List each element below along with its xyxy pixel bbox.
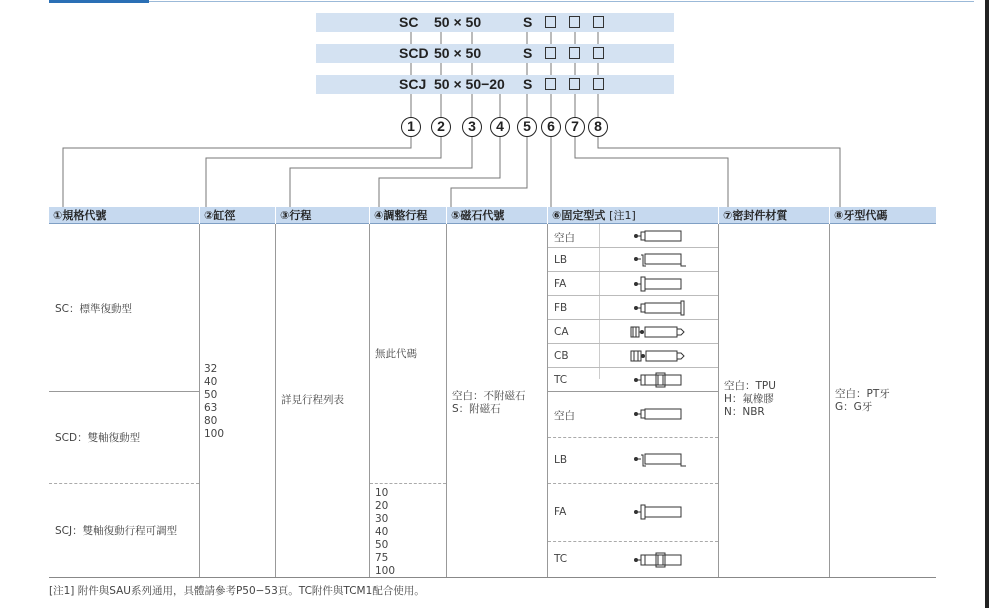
mount-label: 空白 [554,410,575,422]
cylinder-cb-icon [630,348,690,364]
circle-number-6: 6 [541,117,561,137]
footnote: [注1] 附件與SAU系列通用，具體請參考P50−53頁。TC附件與TCM1配合使用。 [49,585,425,597]
mount-label: LB [554,454,568,466]
mount-label: FA [554,278,567,290]
cylinder-lb-icon [632,252,688,268]
mount-label: 空白 [554,232,575,244]
row-divider [548,271,718,272]
header-thread: ⑧牙型代碼 [830,207,936,224]
mount-label: FA [554,506,567,518]
header-spec: ①規格代號 [49,207,199,224]
adjust-none: 無此代碼 [375,348,417,360]
code-size: 50 × 50 [434,14,482,30]
magnet-text: 空白：不附磁石 S：附磁石 [452,390,526,415]
code-size: 50 × 50 [434,45,482,61]
col-divider [829,224,830,577]
seal-text: 空白：TPU H：氟橡膠 N：NBR [724,380,776,418]
row-divider [548,247,718,248]
row-divider [548,367,718,368]
header-stroke: ③行程 [276,207,369,224]
col-divider [446,224,447,577]
cylinder-basic-icon [632,407,688,421]
row-divider [548,437,718,438]
mount-label: CA [554,326,569,338]
mount-label: TC [554,374,568,386]
mount-label: CB [554,350,569,362]
circle-number-7: 7 [565,117,585,137]
cylinder-tc-icon [632,372,688,388]
stroke-text: 詳見行程列表 [281,394,344,406]
code-prefix: SCD [399,45,429,61]
mount-label: FB [554,302,568,314]
thread-text: 空白：PT牙 G：G牙 [835,388,890,413]
code-prefix: SCJ [399,76,427,92]
row-divider [548,483,718,484]
circle-number-2: 2 [431,117,451,137]
cylinder-fa-icon [632,276,688,292]
row-divider [548,319,718,320]
row-divider [370,483,446,484]
cylinder-fa-icon [632,504,688,520]
header-magnet: ⑤磁石代號 [447,207,547,224]
col-divider [547,224,548,577]
code-prefix: SC [399,14,419,30]
cylinder-ca-icon [630,324,690,340]
code-magnet: S [523,14,533,30]
header-bore: ②缸徑 [200,207,275,224]
cylinder-tc-icon [632,552,688,568]
circle-number-8: 8 [588,117,608,137]
code-magnet: S [523,45,533,61]
header-seal: ⑦密封件材質 [719,207,829,224]
row-divider [49,483,199,484]
col-divider [369,224,370,577]
header-mount: ⑥固定型式 [注1] [548,207,718,224]
row-divider [49,391,199,392]
mount-label: TC [554,553,568,565]
bore-values: 32 40 50 63 80 100 [204,363,225,440]
row-divider [548,295,718,296]
mount-label: LB [554,254,568,266]
circle-number-5: 5 [517,117,537,137]
cylinder-basic-icon [632,229,688,243]
spec-sc: SC：標準復動型 [55,303,132,315]
row-divider [548,541,718,542]
adjust-values: 10 20 30 40 50 75 100 [375,487,396,577]
header-adjust: ④調整行程 [370,207,446,224]
circle-number-1: 1 [401,117,421,137]
col-divider [275,224,276,577]
spec-scj: SCJ：雙軸復動行程可調型 [55,525,178,537]
circle-number-3: 3 [462,117,482,137]
spec-scd: SCD：雙軸復動型 [55,432,141,444]
cylinder-lb-icon [632,452,688,468]
code-size: 50 × 50−20 [434,76,505,92]
table-bottom-rule [49,577,936,578]
row-divider [548,391,718,392]
cylinder-fb-icon [632,300,688,316]
code-magnet: S [523,76,533,92]
circle-number-4: 4 [490,117,510,137]
col-divider [718,224,719,577]
col-divider [199,224,200,577]
row-divider [548,343,718,344]
